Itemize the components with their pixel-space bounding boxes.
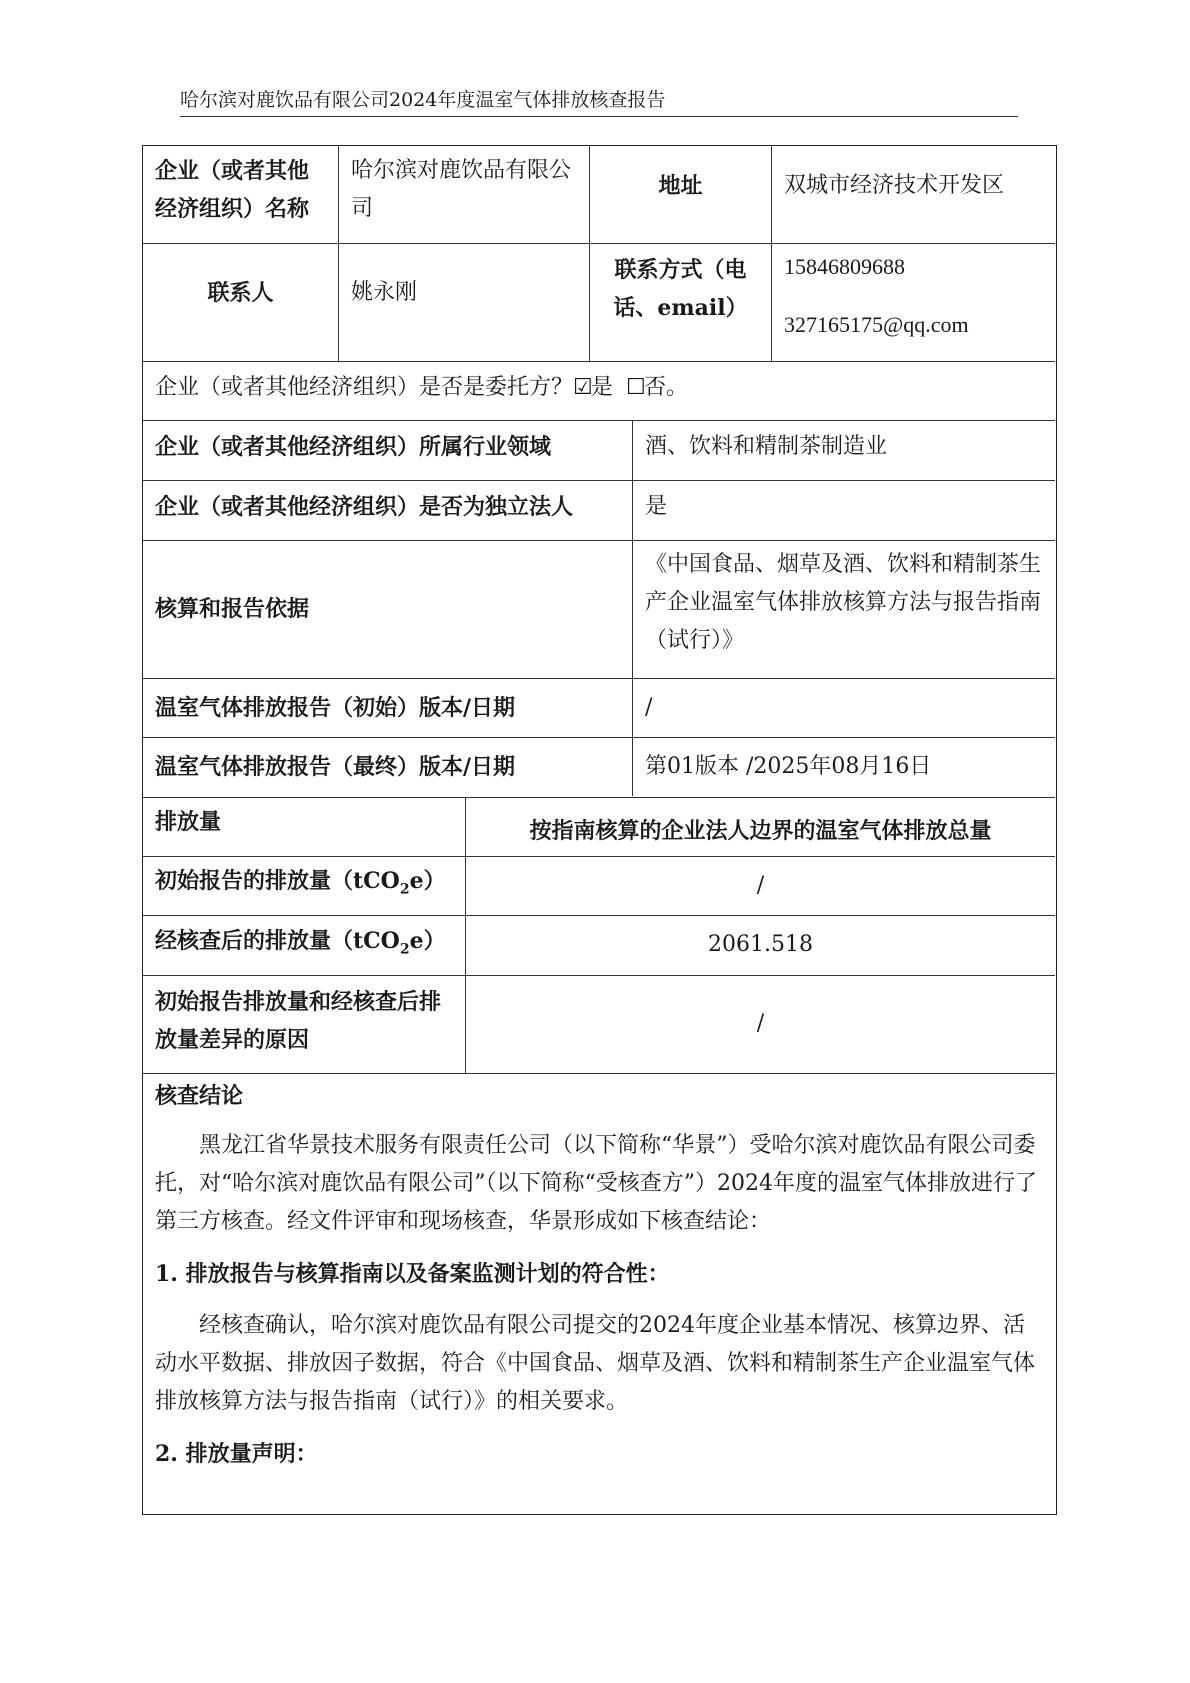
diff-reason-value: / xyxy=(756,1011,765,1036)
entrusted-row xyxy=(143,361,1055,420)
basis-value: 《中国食品、烟草及酒、饮料和精制茶生产企业温室气体排放核算方法与报告指南（试行）》 xyxy=(645,552,1042,653)
email-address: 327165175@qq.com xyxy=(784,312,969,337)
contact-value: 姚永刚 xyxy=(351,280,418,305)
item1-title: 1. 排放报告与核算指南以及备案监测计划的符合性： xyxy=(155,1261,670,1287)
industry-label: 企业（或者其他经济组织）所属行业领域 xyxy=(155,434,552,460)
org-name-label: 企业（或者其他经济组织）名称 xyxy=(155,158,310,222)
conclusion-title: 核查结论 xyxy=(155,1083,244,1109)
industry-value: 酒、饮料和精制茶制造业 xyxy=(645,434,888,459)
diff-reason-label: 初始报告排放量和经核查后排放量差异的原因 xyxy=(155,989,442,1053)
org-name-value: 哈尔滨对鹿饮品有限公司 xyxy=(351,158,572,221)
initial-emission-label-sub: 2 xyxy=(399,881,410,898)
initial-emission-value: / xyxy=(756,872,765,898)
emission-label: 排放量 xyxy=(155,809,222,835)
contact-label: 联系人 xyxy=(207,280,274,306)
entrusted-yes-label: 是 xyxy=(591,375,614,400)
item1-text: 经核查确认，哈尔滨对鹿饮品有限公司提交的2024年度企业基本情况、核算边界、活动水平数据、排放因子数据，符合《中国食品、烟草及酒、饮料和精制茶生产企业温室气体排放核算方法与报告指南（试行）》的相关要求。 xyxy=(155,1313,1036,1414)
initial-emission-label xyxy=(143,856,465,915)
verified-emission-value: 2061.518 xyxy=(708,932,813,957)
checkbox-checked-icon: ☑ xyxy=(573,375,593,400)
phone-number: 15846809688 xyxy=(784,254,905,279)
contact-method-label: 联系方式（电话、email） xyxy=(613,257,748,321)
address-label: 地址 xyxy=(658,173,703,199)
final-version-label: 温室气体排放报告（最终）版本/日期 xyxy=(155,754,516,780)
entrusted-no-label: 否。 xyxy=(644,375,689,400)
legal-person-value: 是 xyxy=(645,494,668,519)
initial-version-label: 温室气体排放报告（初始）版本/日期 xyxy=(155,694,516,721)
verified-emission-label-b: e） xyxy=(409,927,446,954)
verified-emission-label-a: 经核查后的排放量（tCO xyxy=(155,927,400,954)
report-form-table xyxy=(142,145,1057,1515)
emission-header: 按指南核算的企业法人边界的温室气体排放总量 xyxy=(529,817,992,844)
contact-method-value xyxy=(772,243,1055,361)
conclusion-section xyxy=(143,1073,1055,1513)
basis-label: 核算和报告依据 xyxy=(155,596,310,622)
page-header xyxy=(180,86,1018,117)
item2-title: 2. 排放量声明： xyxy=(155,1441,318,1467)
legal-person-label: 企业（或者其他经济组织）是否为独立法人 xyxy=(155,494,574,520)
initial-emission-label-b: e） xyxy=(409,868,446,895)
initial-emission-label-a: 初始报告的排放量（tCO xyxy=(155,868,400,895)
initial-version-value: / xyxy=(645,694,653,720)
entrusted-question: 企业（或者其他经济组织）是否是委托方？ xyxy=(155,375,574,400)
final-version-value: 第01版本 /2025年08月16日 xyxy=(645,754,932,779)
verified-emission-label-sub: 2 xyxy=(399,941,410,958)
conclusion-intro: 黑龙江省华景技术服务有限责任公司（以下简称“华景”）受哈尔滨对鹿饮品有限公司委托，对“哈尔滨对鹿饮品有限公司”（以下简称“受核查方”）2024年度的温室气体排放进行了第三方核查。经文件评审和现场核查，华景形成如下核查结论： xyxy=(155,1133,1037,1234)
verified-emission-label xyxy=(143,915,465,975)
address-value: 双城市经济技术开发区 xyxy=(784,173,1005,198)
report-title: 哈尔滨对鹿饮品有限公司2024年度温室气体排放核查报告 xyxy=(180,89,666,111)
checkbox-empty-icon: ☐ xyxy=(626,375,646,400)
